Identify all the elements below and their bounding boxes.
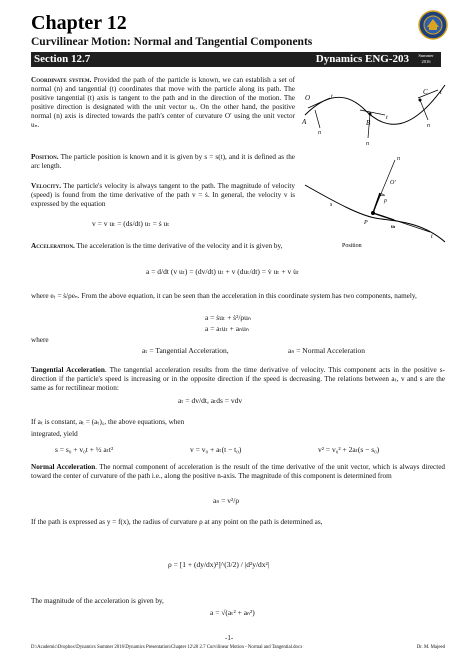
figure-label: O	[305, 94, 311, 102]
path-figure-top	[300, 80, 450, 160]
where-label: where	[31, 336, 49, 344]
equation-an-v2: aₙ = v²/ρ	[213, 496, 240, 505]
figure-label: A	[302, 118, 307, 126]
equation-constant-2: v = v₀ + aₜ(t − t₀)	[190, 445, 242, 454]
equation-relations: aₜ = dv/dt, aₜds = vdv	[178, 396, 243, 405]
equation-constant-3: v² = v₀² + 2aₜ(s − s₀)	[318, 445, 380, 454]
figure-label: t	[331, 94, 333, 100]
figure-label: O′	[390, 180, 396, 186]
figure-label: t	[431, 234, 433, 240]
position-figure	[300, 150, 450, 250]
paragraph-velocity: Velocity. The particle's velocity is always tangent to the path. The magnitude of velocity (speed) is found from the time derivative of the path v = ṡ. In general, the velocity v is expressed by the equation	[31, 182, 295, 208]
footer-path: D:\Academic\Dropbox\Dynamics Summer 2016\Dynamics Presentation\Chapter 12\20 2.7 Curvilinear Motion - Normal and Tangential.docx	[31, 645, 303, 650]
equation-rho: ρ = [1 + (dy/dx)²]^(3/2) / |d²y/dx²|	[168, 560, 270, 569]
paragraph-coordinate-system: Coordinate system. Provided the path of the particle is known, we can establish a set of normal (n) and tangential (t) coordinates that move with the particle along its path. The positive tangential (t) axis is tangent to the path and in the direction of the motion. The positive direction is designated with the unit vector uₜ. On the other hand, the positive normal (n) axis is directed towards the path's center of curvature O′ using the unit vector uₙ.	[31, 76, 295, 129]
term-label: Summer 2016	[418, 53, 434, 64]
paragraph-acceleration: Acceleration. The acceleration is the time derivative of the velocity and it is given by,	[31, 242, 283, 250]
chapter-subtitle: Curvilinear Motion: Normal and Tangential Components	[31, 36, 313, 48]
course-label: Dynamics ENG-203	[315, 53, 409, 65]
figure-label: B	[366, 119, 371, 127]
paragraph-where: where eₜ = ṡ/ρeₙ. From the above equation, it can be seen than the acceleration in this coordinate system has two components, namely,	[31, 292, 417, 300]
equation-constant-1: s = s₀ + v₀t + ½ aₜt²	[55, 445, 114, 454]
equation-velocity: v = v uₜ = (ds/dt) uₜ = ṡ uₜ	[92, 219, 170, 228]
paragraph-tangential: Tangential Acceleration. The tangential acceleration results from the time derivative of velocity. This component acts in the positive s-direction if the particle's speed is increasing or in the opposite direction if the speed is decreasing. The relations between aₜ, v and s are the same as for rectilinear motion:	[31, 366, 445, 392]
figure-label: n	[318, 130, 321, 136]
figure-label: P	[364, 220, 368, 226]
figure-label: n	[366, 141, 369, 147]
footer-author: Dr. M. Majeed	[416, 645, 445, 650]
section-bar	[31, 52, 441, 67]
paragraph-position: Position. The particle position is known and it is given by s = s(t), and it is defined as the arc length.	[31, 153, 295, 170]
figure-label: t	[440, 90, 442, 96]
equation-a2: a = aₜuₜ + aₙuₙ	[205, 324, 249, 333]
figure-label: uₙ	[380, 193, 385, 198]
paragraph-magnitude: The magnitude of the acceleration is given by,	[31, 597, 164, 605]
figure-label: n	[397, 156, 400, 162]
footer	[31, 645, 445, 651]
page-number: -1-	[225, 634, 234, 642]
figure-label: n	[427, 123, 430, 129]
section-label: Section 12.7	[34, 53, 91, 65]
chapter-title: Chapter 12	[31, 12, 127, 34]
figure-label: ρ	[384, 198, 387, 204]
figure-label: s	[330, 202, 333, 208]
figure-label: t	[386, 115, 388, 121]
figure-caption: Position	[342, 243, 362, 249]
figure-label: uₜ	[391, 225, 396, 230]
equation-magnitude: a = √(aₜ² + aₙ²)	[210, 608, 255, 617]
equation-acceleration: a = d/dt (v uₜ) = (dv/dt) uₜ + v (duₜ/dt) = v̇ uₜ + v u̇ₜ	[146, 267, 300, 276]
paragraph-radius: If the path is expressed as y = f(x), the radius of curvature ρ at any point on the path is determined as,	[31, 518, 323, 526]
paragraph-normal: Normal Acceleration. The normal component of acceleration is the result of the time derivative of the unit vector, which is always directed toward the center of curvature of the path i.e., along the positive n-axis. The magnitude of this component is determined from	[31, 463, 445, 480]
equation-a1: a = ṡuₜ + ṡ²/ρuₙ	[205, 313, 251, 322]
figure-label: C	[423, 88, 428, 96]
paragraph-constant: If aₜ is constant, aₜ = (aₜ)꜀, the above equations, when	[31, 418, 185, 426]
equation-an: aₙ = Normal Acceleration	[288, 346, 365, 355]
university-logo-icon	[418, 10, 448, 40]
equation-at: aₜ = Tangential Acceleration,	[142, 346, 229, 355]
paragraph-integrated: integrated, yield	[31, 430, 78, 438]
